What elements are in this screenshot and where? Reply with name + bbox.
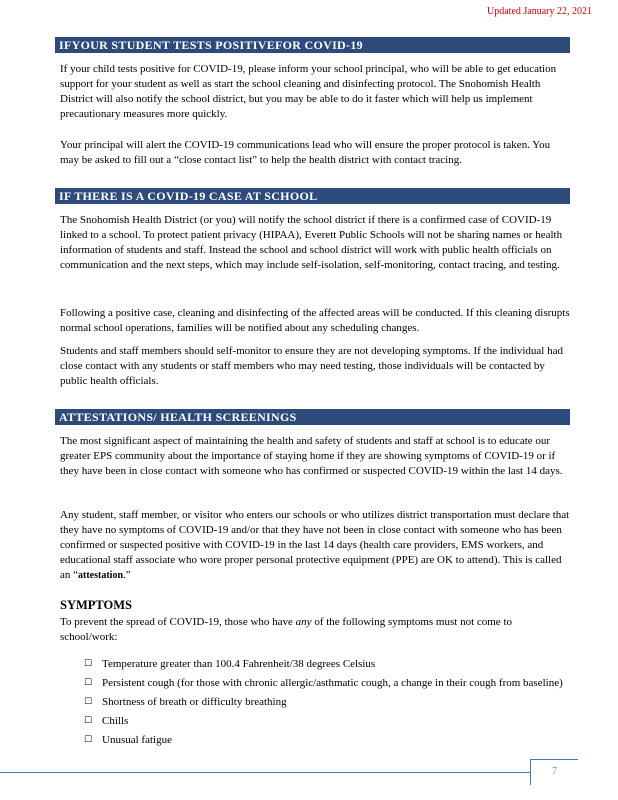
paragraph: Students and staff members should self-monitor to ensure they are not developing symptoms. If the individual had close contact with any students or staff members who may need testing, those individuals will be contacted by public health officials. bbox=[60, 345, 563, 387]
paragraph bbox=[60, 508, 570, 583]
list-item bbox=[84, 714, 570, 729]
list-item-text: Temperature greater than 100.4 Fahrenheit/38 degrees Celsius bbox=[102, 658, 376, 670]
symptoms-list bbox=[84, 657, 570, 752]
paragraph: The most significant aspect of maintaining the health and safety of students and staff at school is to educate our greater EPS community about the importance of staying home if they are showing symptoms of COVID-19 or if they have been in close contact with someone who has confirmed or suspected COVID-19 within the last 14 days. bbox=[60, 435, 563, 477]
section-heading-positive: IFYOUR STUDENT TESTS POSITIVEFOR COVID-19 bbox=[55, 37, 570, 53]
list-item bbox=[84, 695, 570, 710]
text-run: To prevent the spread of COVID-19, those who have bbox=[60, 616, 296, 628]
paragraph: If your child tests positive for COVID-19, please inform your school principal, who will be able to get education support for your student as well as start the school cleaning and disinfecting protocol. The Snohomish Health District will also notify the school district, but you may be able to do it faster which will help us implement precautionary measures more quickly. bbox=[60, 63, 557, 120]
paragraph: Your principal will alert the COVID-19 communications lead who will ensure the proper protocol is taken. You may be asked to fill out a “close contact list” to help the health district with contact tracing. bbox=[60, 139, 551, 166]
text-run: of the following symptoms must not come to school/work: bbox=[60, 616, 512, 643]
paragraph: Following a positive case, cleaning and disinfecting of the affected areas will be conducted. If this cleaning disrupts normal school operations, families will be notified about any scheduling changes. bbox=[60, 307, 570, 334]
checkbox-icon: ☐ bbox=[84, 716, 93, 726]
emphasis: any bbox=[295, 616, 312, 628]
symptoms-intro bbox=[60, 615, 570, 645]
checkbox-icon: ☐ bbox=[84, 697, 93, 707]
footer-rule bbox=[0, 772, 530, 773]
list-item-text: Chills bbox=[102, 715, 129, 727]
updated-date: Updated January 22, 2021 bbox=[487, 6, 592, 17]
paragraph: The Snohomish Health District (or you) will notify the school district if there is a confirmed case of COVID-19 linked to a school. To protect patient privacy (HIPAA), Everett Public Schools will not be sharing names or health information of students and staff. Instead the school and school district will work with public health officials on communication and the next steps, which may include self-isolation, self-monitoring, contact tracing, and testing. bbox=[60, 214, 563, 271]
list-item bbox=[84, 733, 570, 748]
checkbox-icon: ☐ bbox=[84, 735, 93, 745]
text-run: .” bbox=[123, 569, 131, 581]
section-heading-case: IF THERE IS A COVID-19 CASE AT SCHOOL bbox=[55, 188, 570, 204]
text-run: Any student, staff member, or visitor who enters our schools or who utilizes district transportation must declare that they have no symptoms of COVID-19 and/or that they have not been in close contact with someone who has been confirmed or suspected positive with COVID-19 in the last 14 days (health care providers, EMS workers, and educational staff associate who wore proper personal protective equipment (PPE) are OK to attend). This is called an “ bbox=[60, 509, 570, 581]
list-item bbox=[84, 657, 570, 672]
symptoms-heading: SYMPTOMS bbox=[60, 598, 132, 612]
list-item-text: Shortness of breath or difficulty breathing bbox=[102, 696, 287, 708]
checkbox-icon: ☐ bbox=[84, 678, 93, 688]
list-item-text: Unusual fatigue bbox=[102, 734, 172, 746]
section-heading-attestations: ATTESTATIONS/ HEALTH SCREENINGS bbox=[55, 409, 570, 425]
list-item bbox=[84, 676, 570, 691]
list-item-text: Persistent cough (for those with chronic allergic/asthmatic cough, a change in their cough from baseline) bbox=[102, 677, 563, 689]
checkbox-icon: ☐ bbox=[84, 659, 93, 669]
attestation-term: attestation bbox=[78, 570, 124, 581]
page-number: 7 bbox=[552, 766, 557, 777]
